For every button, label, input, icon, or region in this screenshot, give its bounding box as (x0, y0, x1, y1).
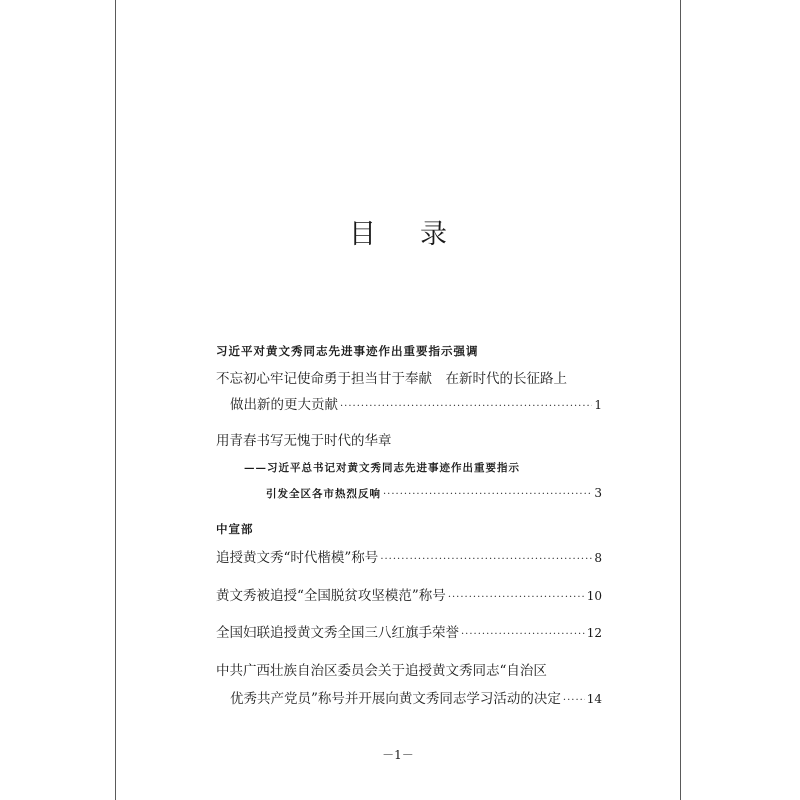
leader-dots (380, 551, 592, 569)
leader-dots (448, 589, 585, 607)
toc-entry-4-page: 10 (586, 589, 602, 603)
toc-entry-6-page: 14 (586, 692, 602, 706)
title-char-2: 录 (420, 219, 447, 250)
toc-entry-4[interactable] (216, 587, 602, 607)
toc-entry-1-line-2: 不忘初心牢记使命勇于担当甘于奉献 在新时代的长征路上 (216, 371, 567, 387)
toc-entry-6-line-1: 中共广西壮族自治区委员会关于追授黄文秀同志“自治区 (216, 663, 547, 679)
toc-entry-1-page: 1 (594, 398, 602, 412)
title-char-1: 目 (349, 219, 376, 250)
leader-dots (461, 626, 585, 644)
toc-entry-1[interactable] (230, 396, 602, 416)
toc-entry-6-line-2: 优秀共产党员”称号并开展向黄文秀同志学习活动的决定 (230, 691, 561, 707)
toc-entry-6[interactable] (230, 690, 602, 710)
document-page (115, 0, 681, 800)
page-title (116, 212, 680, 251)
toc-entry-2-page: 3 (594, 486, 602, 500)
toc-entry-2-line-3: 引发全区各市热烈反响 (266, 488, 381, 500)
toc-entry-3-page: 8 (594, 551, 602, 565)
toc-entry-3-line-1: 追授黄文秀“时代楷模”称号 (216, 550, 379, 566)
toc-entry-3[interactable] (216, 549, 602, 569)
toc-entry-5-page: 12 (586, 626, 602, 640)
toc-entry-4-line-1: 黄文秀被追授“全国脱贫攻坚模范”称号 (216, 588, 446, 604)
section-heading: 中宣部 (216, 522, 254, 536)
leader-dots (563, 692, 585, 710)
toc-entry-1-line-3: 做出新的更大贡献 (230, 397, 338, 413)
leader-dots (340, 398, 592, 416)
toc-entry-5[interactable] (216, 624, 602, 644)
toc-entry-2-line-2: ——习近平总书记对黄文秀同志先进事迹作出重要指示 (244, 462, 520, 474)
toc-entry-5-line-1: 全国妇联追授黄文秀全国三八红旗手荣誉 (216, 625, 459, 641)
toc-entry-1-line-1: 习近平对黄文秀同志先进事迹作出重要指示强调 (216, 344, 479, 358)
leader-dots (383, 486, 592, 504)
toc-entry-2-line-1: 用青春书写无愧于时代的华章 (216, 433, 392, 449)
toc-entry-2[interactable] (266, 484, 602, 504)
page-number-footer: －1－ (382, 748, 414, 762)
